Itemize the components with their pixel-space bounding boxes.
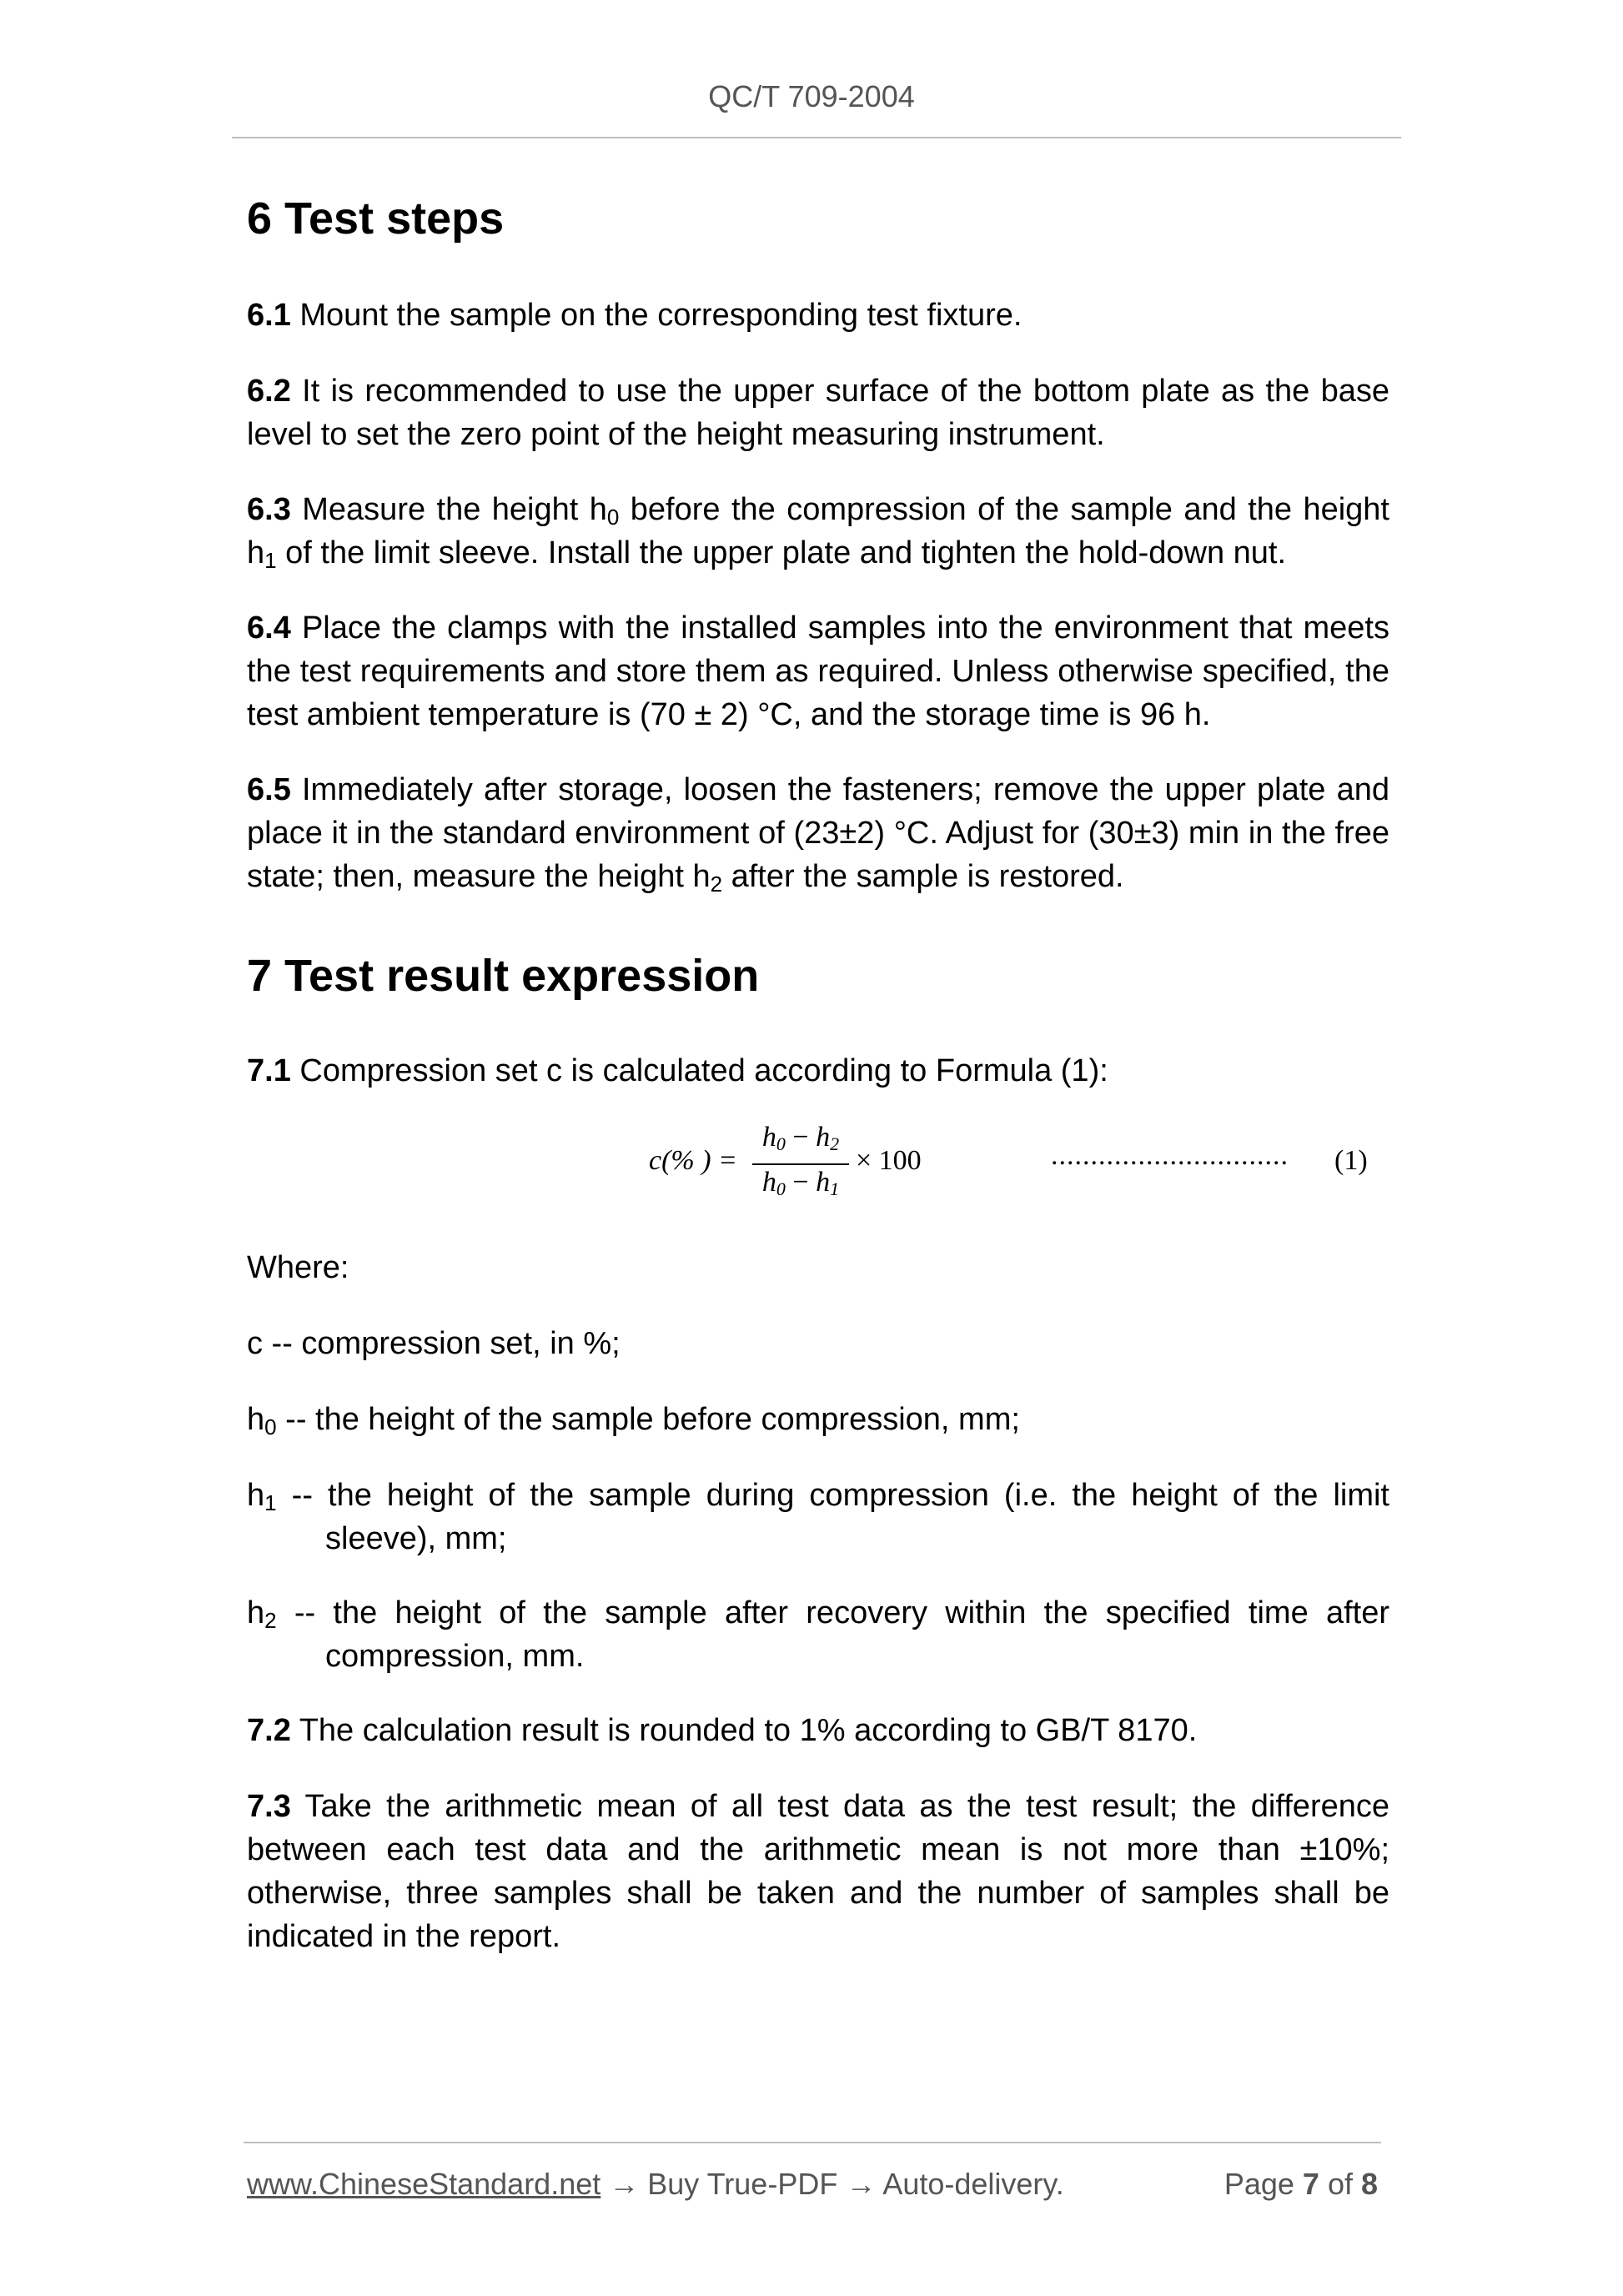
clause-text: of the limit sleeve. Install the upper plate and tighten the hold-down nut.	[276, 535, 1287, 570]
formula-leader-dots: ..............................	[1051, 1140, 1289, 1171]
clause-number: 6.1	[247, 298, 291, 333]
clause-number: 7.1	[247, 1053, 291, 1088]
current-page: 7	[1302, 2167, 1319, 2201]
clause-6-2	[247, 369, 1389, 456]
header-divider	[232, 137, 1401, 138]
subscript: 2	[710, 872, 723, 897]
footer-promo-text: → Buy True-PDF → Auto-delivery.	[600, 2167, 1064, 2201]
clause-text: Measure the height h	[290, 492, 607, 527]
definition-h1	[247, 1474, 1389, 1560]
clause-text: Mount the sample on the corresponding test fixture.	[290, 298, 1023, 333]
operator: −	[785, 1122, 817, 1153]
header-standard-code: QC/T 709-2004	[708, 79, 915, 113]
clause-6-5	[247, 768, 1389, 898]
formula-number: (1)	[1334, 1145, 1368, 1176]
formula-denominator	[751, 1167, 851, 1198]
section-7-heading: 7 Test result expression	[247, 951, 760, 1001]
symbol: h	[247, 1402, 265, 1437]
subscript: 0	[606, 505, 620, 530]
subscript: 1	[264, 548, 277, 573]
clause-number: 7.2	[247, 1713, 291, 1748]
operator: −	[785, 1167, 817, 1198]
section-6-heading: 6 Test steps	[247, 193, 505, 244]
definition-text: -- the height of the sample before compression, mm;	[276, 1402, 1020, 1437]
subscript: 0	[776, 1178, 786, 1199]
subscript: 2	[830, 1133, 840, 1154]
symbol: h	[816, 1122, 831, 1153]
clause-text: after the sample is restored.	[722, 859, 1124, 894]
clause-number: 6.2	[247, 374, 291, 409]
definition-text: -- the height of the sample after recovery within the specified time after compression, mm.	[276, 1595, 1389, 1674]
clause-text: Compression set c is calculated according to Formula (1):	[290, 1053, 1108, 1088]
clause-text: before the compression of the sample and the height h	[247, 492, 1389, 570]
footer-promo	[247, 2167, 1064, 2202]
symbol: h	[816, 1167, 831, 1198]
where-label: Where:	[247, 1250, 349, 1285]
definition-h2	[247, 1591, 1389, 1678]
clause-7-3	[247, 1785, 1389, 1958]
clause-text: Take the arithmetic mean of all test data as the test result; the difference between each test data and the arithmetic mean is not more than ±10%; otherwise, three samples shall be taken and the number of samples shall be indicated in the report.	[247, 1789, 1389, 1954]
clause-number: 6.5	[247, 772, 291, 807]
formula-1	[642, 1122, 1393, 1213]
clause-text: Place the clamps with the installed samples into the environment that meets the test requirements and store them as required. Unless otherwise specified, the test ambient temperature is (70 ± 2) °C, and the storage time is 96 h.	[247, 610, 1389, 732]
symbol: h	[247, 1595, 265, 1630]
definition-h0	[247, 1398, 1389, 1441]
page-number	[1224, 2167, 1378, 2202]
subscript: 1	[264, 1490, 277, 1515]
clause-text: The calculation result is rounded to 1% according to GB/T 8170.	[290, 1713, 1198, 1748]
symbol: h	[247, 1478, 265, 1513]
subscript: 0	[264, 1414, 277, 1439]
clause-number: 6.3	[247, 492, 291, 527]
subscript: 1	[830, 1178, 840, 1199]
of-label: of	[1319, 2167, 1361, 2201]
fraction-bar	[752, 1163, 849, 1165]
clause-6-1	[247, 294, 1389, 337]
subscript: 2	[264, 1608, 277, 1633]
formula-numerator	[751, 1122, 851, 1153]
subscript: 0	[776, 1133, 786, 1154]
clause-number: 7.3	[247, 1789, 291, 1824]
clause-6-4	[247, 606, 1389, 736]
definition-c: c -- compression set, in %;	[247, 1326, 621, 1361]
page-label: Page	[1224, 2167, 1303, 2201]
clause-text: It is recommended to use the upper surface of the bottom plate as the base level to set the zero point of the height measuring instrument.	[247, 374, 1389, 452]
definition-text: -- the height of the sample during compression (i.e. the height of the limit sleeve), mm;	[276, 1478, 1389, 1556]
clause-text: Immediately after storage, loosen the fasteners; remove the upper plate and place it in the standard environment of (23±2) °C. Adjust for (30±3) min in the free state; then, measure the height h	[247, 772, 1389, 894]
clause-7-1	[247, 1049, 1389, 1093]
symbol: h	[761, 1122, 776, 1153]
clause-6-3	[247, 488, 1389, 575]
total-pages: 8	[1360, 2167, 1378, 2201]
formula-multiplier: × 100	[856, 1145, 922, 1176]
clause-7-2	[247, 1709, 1389, 1752]
symbol: h	[761, 1167, 776, 1198]
footer-divider	[244, 2142, 1381, 2143]
formula-lhs: c(% ) =	[649, 1145, 738, 1176]
footer-site-link[interactable]: www.ChineseStandard.net	[247, 2167, 601, 2201]
clause-number: 6.4	[247, 610, 291, 646]
